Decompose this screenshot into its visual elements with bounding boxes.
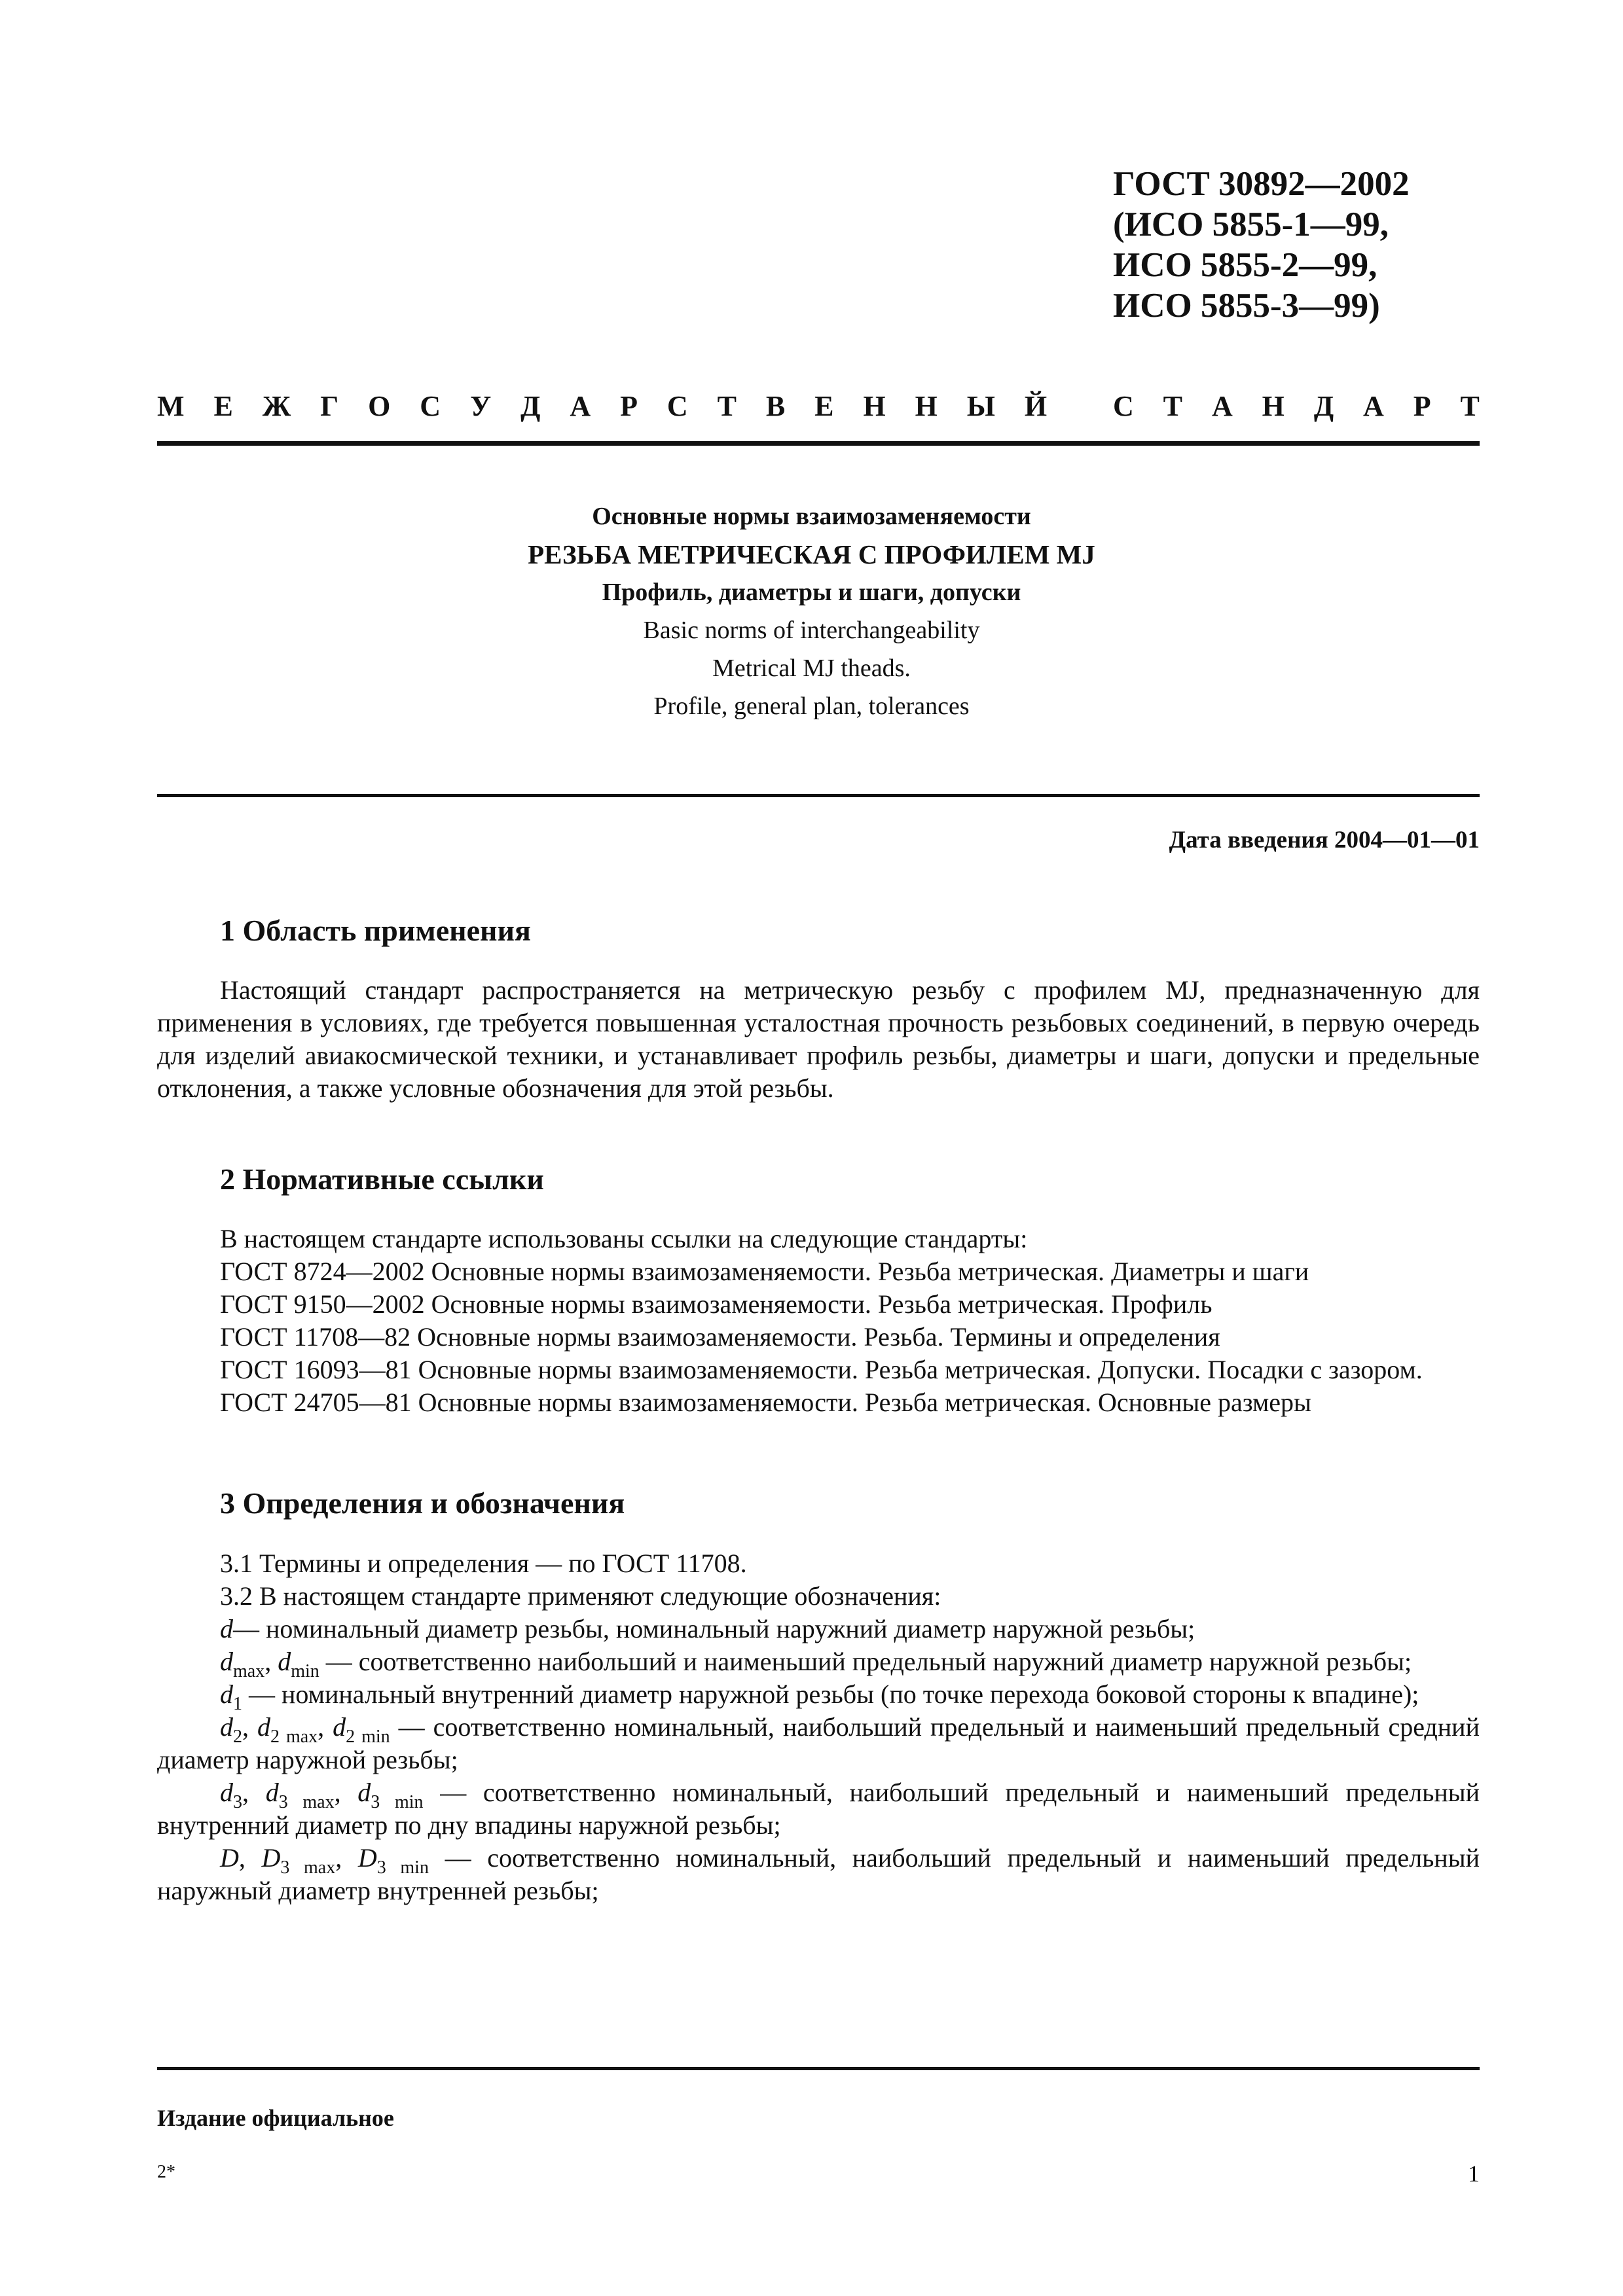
iso-ref-1: (ИСО 5855-1—99, [1113, 206, 1389, 243]
interstate-letter: Н [915, 390, 938, 422]
reference-item: ГОСТ 16093—81 Основные нормы взаимозаменяемости. Резьба метрическая. Допуски. Посадки с зазором. [220, 1355, 1423, 1384]
interstate-letter: В [765, 390, 786, 422]
interstate-letter: Т [1163, 390, 1183, 422]
section-2-text-block [157, 1223, 1480, 1419]
symbol-D3min-sub: 3 min [376, 1857, 429, 1878]
official-edition-label: Издание официальное [157, 2105, 394, 2131]
definition-D-text: — соответственно номинальный, наибольший предельный и наименьший предельный наружный диаметр внутренней резьбы; [157, 1843, 1480, 1905]
gost-number: ГОСТ 30892—2002 [1113, 165, 1410, 203]
footer-rule [157, 2067, 1480, 2070]
symbol-dmin-sub: min [291, 1661, 319, 1681]
definition-d3: $d_3$, $d_{3 max}$, $d_{3 min}$ — соответственно номинальный, наибольший предельный и наименьший предельный внутренний диаметр по дну впадины наружной резьбы; [157, 1778, 1480, 1840]
definition-d [157, 1613, 1480, 1645]
definition-d3-text: — соответственно номинальный, наибольший предельный и наименьший предельный внутренний диаметр по дну впадины наружной резьбы; [157, 1778, 1480, 1840]
symbol-d3max-sub: 3 max [278, 1792, 335, 1812]
interstate-letter: У [469, 390, 492, 422]
interstate-letter: Р [620, 390, 638, 422]
interstate-letter: Й [1024, 390, 1048, 422]
symbol-d2min-sub: 2 min [346, 1727, 390, 1747]
page-number: 1 [1468, 2161, 1480, 2187]
title-en-2: Metrical MJ theads. [712, 655, 911, 682]
interstate-letter: М [157, 390, 185, 422]
symbol-d3max: d [265, 1778, 279, 1807]
section-1-heading: 1 Область применения [220, 914, 531, 947]
gost-number-block [917, 164, 1414, 326]
definition-dmax-dmin: $d_{max}$, $d_{min}$ — соответственно наибольший и наименьший предельный наружний диаметр наружной резьбы; [220, 1647, 1412, 1681]
interstate-letter: Г [320, 390, 339, 422]
interstate-letter: Ы [966, 390, 995, 422]
symbol-D3max-sub: 3 max [280, 1857, 336, 1878]
definition-D: D, $D_{3 max}$, $D_{3 min}$ — соответственно номинальный, наибольший предельный и наименьший предельный наружный диаметр внутренней резьбы; [157, 1843, 1480, 1905]
interstate-letter: Е [213, 390, 233, 422]
interstate-letter: Д [520, 390, 541, 422]
section-1-paragraph: Настоящий стандарт распространяется на метрическую резьбу с профилем MJ, предназначенную для применения в условиях, где требуется повышенная усталостная прочность резьбовых соединений, в первую очередь для изделий авиакосмической техники, и устанавливает профиль резьбы, диаметры и шаги, допуски и предельные отклонения, а также условные обозначения для этой резьбы. [157, 975, 1480, 1103]
title-rule [157, 794, 1480, 797]
reference-item: ГОСТ 24705—81 Основные нормы взаимозаменяемости. Резьба метрическая. Основные размеры [220, 1388, 1311, 1417]
interstate-letter: Ж [262, 390, 291, 422]
section-2-intro: В настоящем стандарте использованы ссылки на следующие стандарты: [220, 1224, 1028, 1253]
interstate-letter [1076, 389, 1084, 423]
symbol-D3max: D [261, 1843, 281, 1873]
header-rule [157, 441, 1480, 446]
interstate-letter: С [666, 390, 688, 422]
interstate-letter: А [570, 390, 591, 422]
definition-d-text: — номинальный диаметр резьбы, номинальный наружний диаметр наружной резьбы; [233, 1614, 1195, 1643]
definition-3-2: 3.2 В настоящем стандарте применяют следующие обозначения: [220, 1581, 941, 1611]
title-line-2: РЕЗЬБА МЕТРИЧЕСКАЯ С ПРОФИЛЕМ MJ [528, 539, 1095, 569]
symbol-d2-sub: 2 [233, 1727, 242, 1747]
symbol-D3min: D [357, 1843, 377, 1873]
interstate-letter: А [1363, 390, 1384, 422]
symbol-d1-sub: 1 [233, 1694, 242, 1714]
interstate-letter: Т [1460, 390, 1480, 422]
title-en-1: Basic norms of interchangeability [643, 617, 980, 644]
definition-d1-text: — номинальный внутренний диаметр наружной резьбы (по точке перехода боковой стороны к впадине); [242, 1679, 1419, 1709]
definition-d2-text: — соответственно номинальный, наибольший предельный и наименьший предельный средний диаметр наружной резьбы; [157, 1712, 1480, 1774]
introduction-date: Дата введения 2004—01—01 [1169, 827, 1480, 853]
symbol-d2max-sub: 2 max [270, 1727, 318, 1747]
signature-mark: 2* [157, 2162, 175, 2182]
symbol-dmin: d [278, 1647, 291, 1676]
definition-d1 [157, 1678, 1480, 1714]
definition-d2: $d_2$, $d_{2 max}$, $d_{2 min}$ — соответственно номинальный, наибольший предельный и наименьший предельный средний диаметр наружной резьбы; [157, 1712, 1480, 1774]
title-line-1: Основные нормы взаимозаменяемости [592, 503, 1031, 530]
symbol-dmax: d [220, 1647, 233, 1676]
interstate-letter: Д [1313, 390, 1334, 422]
reference-item: ГОСТ 11708—82 Основные нормы взаимозаменяемости. Резьба. Термины и определения [220, 1322, 1220, 1352]
document-title-block [0, 497, 1623, 725]
symbol-d2min: d [333, 1712, 346, 1742]
definition-3-1: 3.1 Термины и определения — по ГОСТ 11708. [220, 1549, 747, 1578]
section-1-text-block [157, 974, 1480, 1105]
symbol-d3-sub: 3 [233, 1792, 242, 1812]
interstate-letter: А [1211, 390, 1233, 422]
symbol-D: D [220, 1843, 239, 1873]
interstate-letter: О [368, 390, 391, 422]
symbol-dmax-sub: max [233, 1661, 265, 1681]
interstate-letter: С [1112, 390, 1134, 422]
symbol-d3: d [220, 1778, 233, 1807]
section-3-heading: 3 Определения и обозначения [220, 1486, 625, 1520]
reference-item: ГОСТ 9150—2002 Основные нормы взаимозаменяемости. Резьба метрическая. Профиль [220, 1289, 1213, 1319]
interstate-letter: Н [863, 390, 886, 422]
symbol-d3min: d [357, 1778, 371, 1807]
interstate-letter: Н [1262, 390, 1285, 422]
symbol-d2max: d [257, 1712, 270, 1742]
iso-ref-2: ИСО 5855-2—99, [1113, 246, 1377, 284]
symbol-d: d [220, 1614, 233, 1643]
symbol-d2: d [220, 1712, 233, 1742]
symbol-d3min-sub: 3 min [371, 1792, 424, 1812]
iso-ref-3: ИСО 5855-3—99) [1113, 287, 1380, 325]
interstate-letter: Р [1413, 390, 1431, 422]
reference-item: ГОСТ 8724—2002 Основные нормы взаимозаменяемости. Резьба метрическая. Диаметры и шаги [220, 1257, 1309, 1286]
title-line-3: Профиль, диаметры и шаги, допуски [602, 579, 1021, 606]
interstate-standard-heading [157, 389, 1480, 423]
section-3-text-block [157, 1547, 1480, 1907]
title-en-3: Profile, general plan, tolerances [653, 692, 970, 720]
symbol-d1: d [220, 1679, 233, 1709]
interstate-letter: С [420, 390, 441, 422]
interstate-letter: Т [717, 390, 737, 422]
interstate-letter: Е [814, 390, 834, 422]
definition-dmaxmin-text: — соответственно наибольший и наименьший предельный наружний диаметр наружной резьбы; [319, 1647, 1412, 1676]
section-2-heading: 2 Нормативные ссылки [220, 1162, 544, 1196]
